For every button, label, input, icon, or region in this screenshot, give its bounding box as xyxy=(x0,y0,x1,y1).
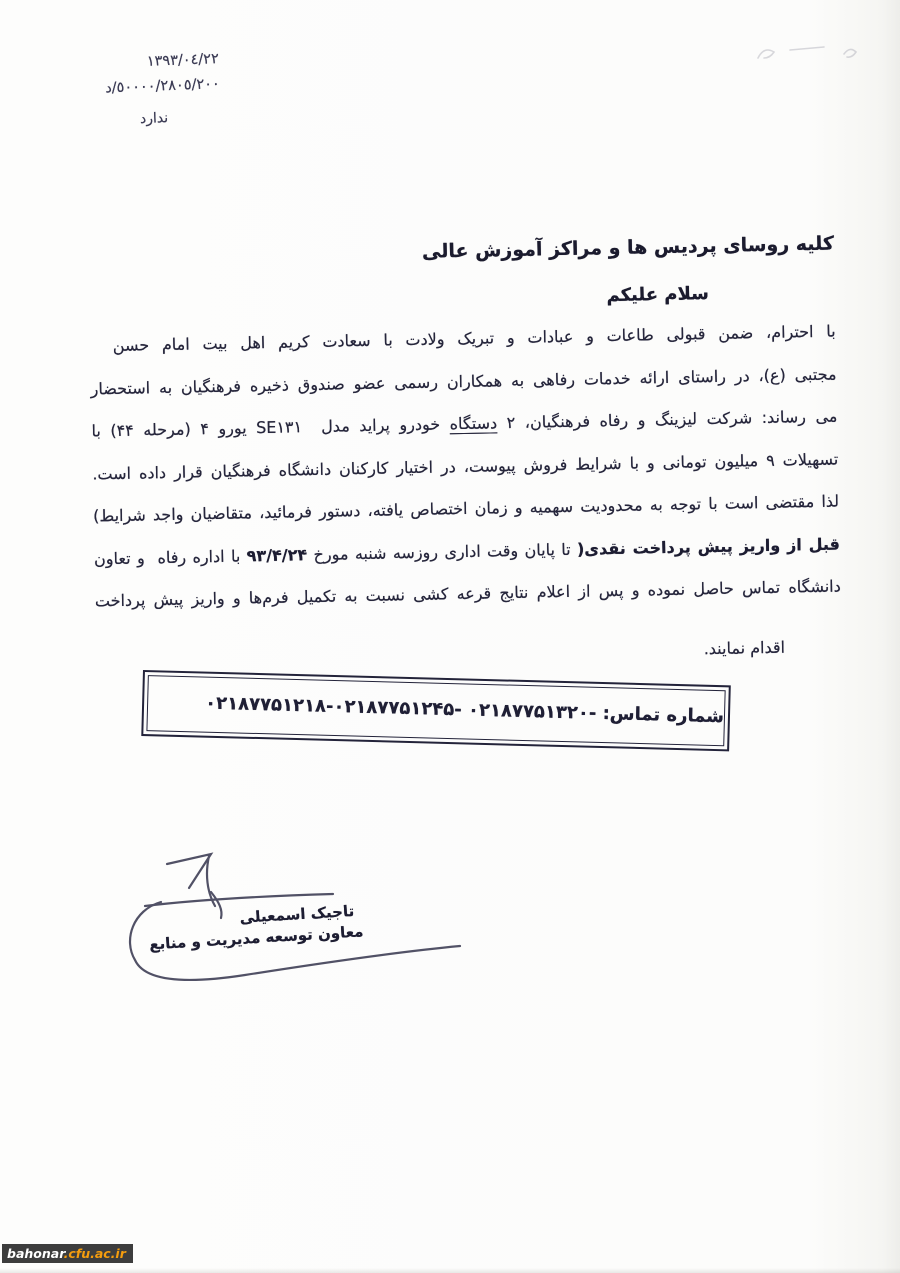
body-line-8: اقدام نمایند. xyxy=(703,637,786,658)
signatory-title: معاون توسعه مدیریت و منابع xyxy=(148,922,364,954)
watermark-site: bahonar xyxy=(7,1246,64,1261)
body-line-6-tail: با اداره رفاه و تعاون xyxy=(93,545,247,568)
signature-block xyxy=(115,848,505,1003)
body-line-5: لذا مقتضی است با توجه به محدودیت سهمیه و زمان اختصاص یافته، دستور فرمائید، متقاضیان واجد شرایط) xyxy=(93,491,840,526)
letter-content xyxy=(88,223,843,683)
watermark-bar xyxy=(2,1244,133,1263)
body-line-3-underlined-word: دستگاه xyxy=(449,413,498,434)
letter-date: ١٣٩٣/٠٤/٢٢ xyxy=(146,51,220,70)
body-line-3-post: خودرو پراید مدل SE۱۳۱ یورو ۴ (مرحله ۴۴) با xyxy=(91,414,450,441)
body-line-6-date: ۹۳/۴/۲۴ xyxy=(246,544,308,565)
salutation-line: سلام علیکم xyxy=(606,283,710,307)
watermark-domain: .cfu.ac.ir xyxy=(63,1246,126,1261)
scan-bottom-edge xyxy=(0,1268,900,1273)
signatory-name: تاجیک اسمعیلی xyxy=(239,901,355,927)
body-line-7: دانشگاه تماس حاصل نموده و پس از اعلام نتایج قرعه کشی نسبت به تکمیل فرم‌ها و واریز پیش پرداخت xyxy=(94,576,841,611)
contact-label: شماره تماس: xyxy=(602,703,725,728)
contact-number-box xyxy=(141,670,731,751)
letter-ref-number: ٥٠٠٠٠/٢٨٠٥/٢٠٠/د xyxy=(105,76,221,97)
pen-mark xyxy=(752,36,862,70)
letter-header-block xyxy=(67,51,222,130)
body-line-3-pre: می رساند: شرکت لیزینگ و رفاه فرهنگیان، ۲ xyxy=(496,406,838,433)
contact-phone-numbers: -۰۲۱۸۷۷۵۱۳۲۰ -۰۲۱۸۷۷۵۱۲۴۵-۰۲۱۸۷۷۵۱۲۱۸ xyxy=(204,692,603,725)
recipient-line: کلیه روسای پردیس ها و مراکز آموزش عالی xyxy=(421,232,835,263)
letter-attachment-status: ندارد xyxy=(139,110,169,128)
body-line-4: تسهیلات ۹ میلیون تومانی و با شرایط فروش پیوست، در اختیار کارکنان دانشگاه فرهنگیان قرار داده است. xyxy=(92,449,839,483)
letter-body xyxy=(89,311,842,683)
contact-number-line xyxy=(146,675,725,746)
body-line-6-bold: قبل از واریز پیش پرداخت نقدی( xyxy=(576,533,841,559)
body-line-1: با احترام، ضمن قبولی طاعات و عبادات و تبریک ولادت با سعادت کریم اهل بیت امام حسن xyxy=(112,321,836,356)
body-line-2: مجتبی (ع)، در راستای ارائه خدمات رفاهی به همکاران رسمی عضو صندوق ذخیره فرهنگیان به استحضار xyxy=(90,364,837,398)
body-line-6-mid: تا پایان وقت اداری روزسه شنبه مورخ xyxy=(306,539,578,564)
